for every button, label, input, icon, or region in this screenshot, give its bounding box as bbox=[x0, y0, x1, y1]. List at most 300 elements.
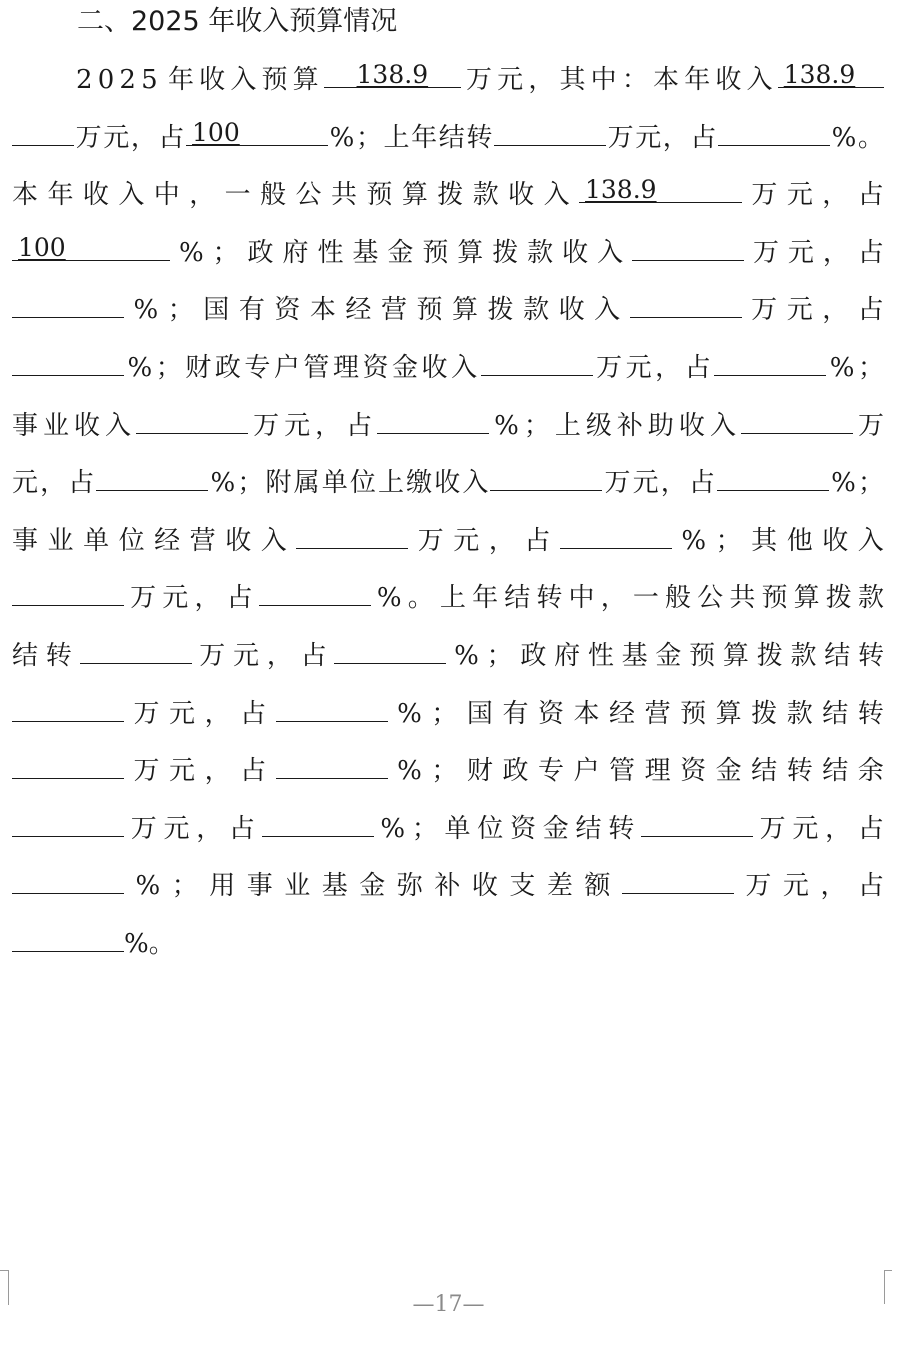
text-char: 般 bbox=[260, 180, 287, 211]
fill-in-blank bbox=[262, 808, 374, 837]
text-char: 性 bbox=[317, 237, 344, 268]
text-char: 收 bbox=[225, 525, 252, 556]
text-char: 转 bbox=[608, 813, 635, 844]
text-char: 政 bbox=[502, 756, 529, 787]
fill-in-blank bbox=[324, 59, 461, 88]
text-char: 万 bbox=[133, 756, 160, 787]
text-char: 算 bbox=[457, 237, 484, 268]
text-char: 单 bbox=[321, 468, 348, 499]
text-char: ， bbox=[40, 468, 67, 499]
text-char: 政 bbox=[520, 641, 547, 671]
text-char: % bbox=[135, 871, 161, 902]
text-char: 收 bbox=[678, 410, 705, 441]
text-char: 拨 bbox=[756, 641, 783, 671]
text-char: 户 bbox=[273, 353, 300, 383]
text-char: 他 bbox=[786, 525, 813, 556]
text-char: 占 bbox=[857, 237, 884, 268]
text-char: 入 bbox=[746, 65, 773, 95]
text-char: 入 bbox=[260, 525, 287, 556]
text-char: 万 bbox=[759, 813, 786, 844]
text-char: 入 bbox=[857, 525, 884, 556]
fill-in-blank bbox=[632, 232, 744, 261]
text-char: 结 bbox=[12, 641, 39, 671]
text-char: 入 bbox=[462, 468, 489, 499]
text-char: 元 bbox=[782, 871, 809, 902]
text-char: 金 bbox=[715, 756, 742, 787]
text-char: 元 bbox=[792, 813, 819, 844]
text-char: 业 bbox=[43, 410, 70, 441]
text-line bbox=[12, 462, 884, 502]
text-char: 本 bbox=[12, 180, 39, 211]
text-char: 入 bbox=[543, 180, 570, 211]
text-char: 。 bbox=[857, 122, 884, 153]
text-char: 算 bbox=[715, 698, 742, 729]
text-char: % bbox=[454, 641, 479, 671]
text-char: ； bbox=[431, 756, 458, 787]
text-char: 算 bbox=[793, 583, 820, 614]
text-line bbox=[12, 750, 884, 790]
text-char: 占 bbox=[158, 122, 185, 153]
text-char: 国 bbox=[466, 698, 493, 729]
text-char: ， bbox=[266, 641, 293, 671]
text-char: 经 bbox=[609, 698, 636, 729]
text-char: ， bbox=[189, 180, 216, 211]
fill-in-blank bbox=[778, 59, 884, 88]
text-char: 本 bbox=[309, 295, 336, 326]
text-char: 本 bbox=[573, 698, 600, 729]
text-char: ； bbox=[237, 468, 264, 499]
fill-in-blank bbox=[717, 462, 829, 491]
text-char: 万 bbox=[857, 410, 884, 441]
text-char: 公 bbox=[295, 180, 322, 211]
text-char: 专 bbox=[537, 756, 564, 787]
text-char: 2 bbox=[119, 65, 136, 95]
text-char: 上 bbox=[554, 410, 581, 441]
text-char: 入 bbox=[709, 410, 736, 441]
fill-in-blank bbox=[259, 577, 371, 606]
text-char: 预 bbox=[680, 698, 707, 729]
fill-in-blank bbox=[96, 462, 208, 491]
text-char: 资 bbox=[274, 295, 301, 326]
text-char: 共 bbox=[330, 180, 357, 211]
blank-value: 100 bbox=[192, 117, 240, 147]
text-char: 占 bbox=[857, 813, 884, 844]
text-char: 0 bbox=[97, 65, 115, 95]
text-char: 。 bbox=[148, 929, 175, 959]
text-char: 预 bbox=[422, 237, 449, 268]
text-char: 年 bbox=[167, 65, 194, 95]
text-char: % bbox=[831, 468, 856, 499]
fill-in-blank bbox=[641, 808, 753, 837]
text-char: 转 bbox=[45, 641, 72, 671]
text-char: 元 bbox=[453, 525, 480, 556]
text-char: 附 bbox=[265, 468, 292, 499]
fill-in-blank bbox=[494, 117, 606, 146]
fill-in-blank bbox=[12, 577, 124, 606]
text-char: % bbox=[397, 756, 422, 787]
text-char: 结 bbox=[824, 641, 851, 671]
text-char: 拨 bbox=[751, 698, 778, 729]
text-char: 入 bbox=[118, 180, 145, 211]
text-char: 级 bbox=[585, 410, 612, 441]
text-char: 万 bbox=[465, 65, 492, 95]
text-char: 元 bbox=[787, 237, 814, 268]
text-char: 基 bbox=[621, 641, 648, 671]
text-char: 年 bbox=[411, 122, 438, 153]
text-char: 元 bbox=[169, 698, 196, 729]
text-char: 占 bbox=[240, 698, 267, 729]
text-char: 年 bbox=[684, 65, 711, 95]
text-char: 性 bbox=[587, 641, 614, 671]
text-char: 万 bbox=[199, 641, 226, 671]
text-char: 入 bbox=[594, 295, 621, 326]
text-char: 结 bbox=[575, 813, 602, 844]
text-char: ， bbox=[196, 813, 223, 844]
text-char: 收 bbox=[508, 180, 535, 211]
fill-in-blank bbox=[136, 405, 248, 434]
text-char: 事 bbox=[12, 410, 39, 441]
text-char: 户 bbox=[573, 756, 600, 787]
text-char: 万 bbox=[751, 180, 778, 211]
text-char: 元 bbox=[169, 756, 196, 787]
page-number: —17— bbox=[412, 1292, 485, 1317]
fill-in-blank bbox=[296, 520, 408, 549]
fill-in-blank bbox=[741, 405, 853, 434]
text-char: ； bbox=[171, 871, 198, 902]
text-char: % bbox=[829, 353, 855, 383]
text-char: ， bbox=[528, 65, 555, 95]
text-char: 元 bbox=[632, 468, 659, 499]
text-char: 占 bbox=[857, 180, 884, 211]
text-char: 资 bbox=[680, 756, 707, 787]
text-char: 元 bbox=[162, 583, 189, 614]
text-char: ； bbox=[431, 698, 458, 729]
text-char: 有 bbox=[502, 698, 529, 729]
text-char: 金 bbox=[359, 871, 386, 902]
fill-in-blank bbox=[377, 405, 489, 434]
text-line bbox=[12, 693, 884, 733]
text-char: 中 bbox=[568, 583, 595, 614]
text-char: 元 bbox=[233, 641, 260, 671]
text-char: 转 bbox=[786, 756, 813, 787]
text-char: 占 bbox=[857, 295, 884, 326]
text-char: ， bbox=[600, 583, 627, 614]
text-char: % bbox=[831, 122, 857, 153]
text-char: ， bbox=[315, 410, 342, 441]
fill-in-blank bbox=[12, 347, 124, 376]
text-char: 2 bbox=[76, 65, 93, 95]
fill-in-blank bbox=[12, 693, 124, 722]
text-char: 属 bbox=[293, 468, 320, 499]
text-char: 收 bbox=[199, 65, 226, 95]
text-char: ； bbox=[857, 353, 884, 383]
fill-in-blank bbox=[490, 462, 602, 491]
text-char: 缴 bbox=[406, 468, 433, 499]
text-char: 万 bbox=[75, 122, 102, 153]
text-char: 位 bbox=[349, 468, 376, 499]
text-char: 年 bbox=[47, 180, 74, 211]
text-char: 金 bbox=[387, 237, 414, 268]
text-char: ； bbox=[155, 353, 182, 383]
text-char: 用 bbox=[209, 871, 236, 902]
fill-in-blank bbox=[12, 808, 124, 837]
text-char: 占 bbox=[524, 525, 551, 556]
text-char: ， bbox=[130, 122, 157, 153]
text-char: 元 bbox=[625, 353, 652, 383]
text-char: 收 bbox=[822, 525, 849, 556]
text-char: 业 bbox=[47, 525, 74, 556]
text-char: 助 bbox=[647, 410, 674, 441]
text-char: 占 bbox=[690, 122, 717, 153]
text-char: 收 bbox=[715, 65, 742, 95]
text-char: 金 bbox=[542, 813, 569, 844]
fill-in-blank bbox=[12, 923, 124, 952]
text-char: 其 bbox=[751, 525, 778, 556]
text-line bbox=[12, 577, 884, 617]
text-char: 府 bbox=[554, 641, 581, 671]
text-char: 般 bbox=[665, 583, 692, 614]
fill-in-blank bbox=[12, 232, 170, 261]
text-char: % bbox=[124, 929, 149, 959]
text-char: 资 bbox=[362, 353, 389, 383]
text-char: 元 bbox=[497, 65, 524, 95]
text-char: 元 bbox=[163, 813, 190, 844]
text-char: ， bbox=[822, 237, 849, 268]
text-char: 预 bbox=[366, 180, 393, 211]
blank-value: 138.9 bbox=[585, 175, 657, 205]
text-char: ， bbox=[488, 525, 515, 556]
text-line bbox=[12, 117, 884, 157]
text-char: 万 bbox=[417, 525, 444, 556]
text-char: 预 bbox=[761, 583, 788, 614]
text-char: 算 bbox=[722, 641, 749, 671]
fill-in-blank bbox=[560, 520, 672, 549]
text-char: ， bbox=[820, 871, 847, 902]
fill-in-blank bbox=[276, 693, 388, 722]
text-char: ， bbox=[194, 583, 221, 614]
text-line bbox=[12, 347, 884, 387]
text-char: ； bbox=[715, 525, 742, 556]
text-char: 入 bbox=[105, 410, 132, 441]
text-char: 收 bbox=[74, 410, 101, 441]
text-char: ； bbox=[523, 410, 550, 441]
text-char: 预 bbox=[261, 65, 288, 95]
text-char: 专 bbox=[244, 353, 271, 383]
text-char: 收 bbox=[434, 468, 461, 499]
fill-in-blank bbox=[579, 174, 742, 203]
text-char: 占 bbox=[857, 871, 884, 902]
text-char: 占 bbox=[68, 468, 95, 499]
text-char: 弥 bbox=[396, 871, 423, 902]
text-char: 府 bbox=[282, 237, 309, 268]
text-char: 拨 bbox=[437, 180, 464, 211]
text-char: 算 bbox=[452, 295, 479, 326]
text-char: % bbox=[397, 698, 422, 729]
text-char: 营 bbox=[380, 295, 407, 326]
text-char: 转 bbox=[857, 641, 884, 671]
text-char: 元 bbox=[786, 180, 813, 211]
text-char: 理 bbox=[644, 756, 671, 787]
text-char: 入 bbox=[451, 353, 478, 383]
text-char: 共 bbox=[729, 583, 756, 614]
text-char: % bbox=[376, 583, 402, 614]
section-heading: 二、2025 年收入预算情况 bbox=[77, 6, 398, 37]
text-char: 款 bbox=[523, 295, 550, 326]
text-char: 万 bbox=[596, 353, 623, 383]
text-char: ； bbox=[486, 641, 513, 671]
text-char: 。 bbox=[407, 583, 434, 614]
text-char: 款 bbox=[527, 237, 554, 268]
fill-in-blank bbox=[630, 289, 742, 318]
text-char: ； bbox=[212, 237, 239, 268]
fill-in-blank bbox=[12, 865, 124, 894]
text-char: 位 bbox=[118, 525, 145, 556]
text-char: 收 bbox=[82, 180, 109, 211]
text-char: 预 bbox=[416, 295, 443, 326]
text-char: ， bbox=[662, 122, 689, 153]
blank-value: 138.9 bbox=[783, 60, 856, 89]
text-char: % bbox=[329, 122, 355, 153]
text-char: ， bbox=[204, 756, 231, 787]
text-char: 元 bbox=[12, 468, 39, 499]
text-char: 结 bbox=[751, 756, 778, 787]
text-char: 位 bbox=[477, 813, 504, 844]
text-char: 结 bbox=[438, 122, 465, 153]
blank-value: 100 bbox=[18, 232, 66, 262]
text-char: 万 bbox=[752, 237, 779, 268]
text-char: 转 bbox=[857, 698, 884, 729]
fill-in-blank bbox=[12, 117, 74, 146]
text-char: 转 bbox=[466, 122, 493, 153]
text-char: 元 bbox=[103, 122, 130, 153]
text-char: 一 bbox=[632, 583, 659, 614]
text-char: 其 bbox=[559, 65, 586, 95]
text-char: 拨 bbox=[825, 583, 852, 614]
text-char: % bbox=[178, 237, 204, 268]
text-char: 额 bbox=[584, 871, 611, 902]
text-line bbox=[12, 289, 884, 329]
text-char: 5 bbox=[141, 65, 158, 95]
fill-in-blank bbox=[718, 117, 830, 146]
text-char: 事 bbox=[12, 525, 39, 556]
text-char: 收 bbox=[558, 295, 585, 326]
text-char: 经 bbox=[154, 525, 181, 556]
text-line bbox=[12, 635, 884, 675]
text-char: 占 bbox=[300, 641, 327, 671]
text-char: 上 bbox=[439, 583, 466, 614]
text-char: 资 bbox=[537, 698, 564, 729]
text-char: 算 bbox=[292, 65, 319, 95]
text-char: 占 bbox=[346, 410, 373, 441]
text-char: % bbox=[127, 353, 153, 383]
fill-in-blank bbox=[622, 865, 734, 894]
text-char: 单 bbox=[444, 813, 471, 844]
fill-in-blank bbox=[80, 635, 192, 664]
text-char: % bbox=[380, 813, 406, 844]
text-char: 金 bbox=[392, 353, 419, 383]
text-char: 业 bbox=[284, 871, 311, 902]
fill-in-blank bbox=[714, 347, 826, 376]
text-char: 结 bbox=[822, 698, 849, 729]
text-char: ； bbox=[167, 295, 194, 326]
text-char: 财 bbox=[185, 353, 212, 383]
fill-in-blank bbox=[481, 347, 593, 376]
text-char: 本 bbox=[653, 65, 680, 95]
text-char: 年 bbox=[472, 583, 499, 614]
text-char: 理 bbox=[332, 353, 359, 383]
text-char: 元 bbox=[284, 410, 311, 441]
text-char: ， bbox=[822, 295, 849, 326]
text-char: 万 bbox=[253, 410, 280, 441]
blank-value: 138.9 bbox=[356, 60, 429, 89]
text-char: 算 bbox=[401, 180, 428, 211]
text-char: 万 bbox=[130, 583, 157, 614]
text-line bbox=[12, 174, 884, 214]
text-char: 有 bbox=[238, 295, 265, 326]
text-char: 补 bbox=[616, 410, 643, 441]
text-char: 政 bbox=[214, 353, 241, 383]
fill-in-blank bbox=[12, 289, 124, 318]
text-char: 经 bbox=[345, 295, 372, 326]
text-char: 国 bbox=[203, 295, 230, 326]
text-char: % bbox=[210, 468, 236, 499]
text-char: 上 bbox=[377, 468, 404, 499]
fill-in-blank bbox=[186, 117, 328, 146]
text-char: 金 bbox=[655, 641, 682, 671]
text-char: ； bbox=[411, 813, 438, 844]
fill-in-blank bbox=[12, 750, 124, 779]
text-char: 余 bbox=[857, 756, 884, 787]
text-char: 公 bbox=[697, 583, 724, 614]
text-char: 结 bbox=[822, 756, 849, 787]
text-char: 预 bbox=[689, 641, 716, 671]
text-char: 占 bbox=[228, 813, 255, 844]
text-char: 款 bbox=[857, 583, 884, 614]
text-char: % bbox=[133, 295, 159, 326]
text-char: 基 bbox=[352, 237, 379, 268]
text-char: 收 bbox=[421, 353, 448, 383]
text-char: 政 bbox=[247, 237, 274, 268]
text-char: 支 bbox=[509, 871, 536, 902]
text-char: 拨 bbox=[492, 237, 519, 268]
text-char: 元 bbox=[786, 295, 813, 326]
text-char: 占 bbox=[684, 353, 711, 383]
text-char: 款 bbox=[790, 641, 817, 671]
text-char: 资 bbox=[510, 813, 537, 844]
text-char: 结 bbox=[504, 583, 531, 614]
text-char: 万 bbox=[607, 122, 634, 153]
text-char: 收 bbox=[471, 871, 498, 902]
text-char: 基 bbox=[321, 871, 348, 902]
text-char: 管 bbox=[303, 353, 330, 383]
text-char: 万 bbox=[604, 468, 631, 499]
text-char: 补 bbox=[434, 871, 461, 902]
text-char: ， bbox=[655, 353, 682, 383]
text-char: 入 bbox=[230, 65, 257, 95]
text-char: ， bbox=[204, 698, 231, 729]
fill-in-blank bbox=[276, 750, 388, 779]
text-char: 管 bbox=[609, 756, 636, 787]
text-char: ； bbox=[355, 122, 382, 153]
text-char: 转 bbox=[536, 583, 563, 614]
text-char: 万 bbox=[133, 698, 160, 729]
text-char: 收 bbox=[562, 237, 589, 268]
text-char: % bbox=[494, 410, 519, 441]
text-char: ， bbox=[822, 180, 849, 211]
text-char: 占 bbox=[240, 756, 267, 787]
text-char: ； bbox=[857, 468, 884, 499]
text-char: 营 bbox=[189, 525, 216, 556]
